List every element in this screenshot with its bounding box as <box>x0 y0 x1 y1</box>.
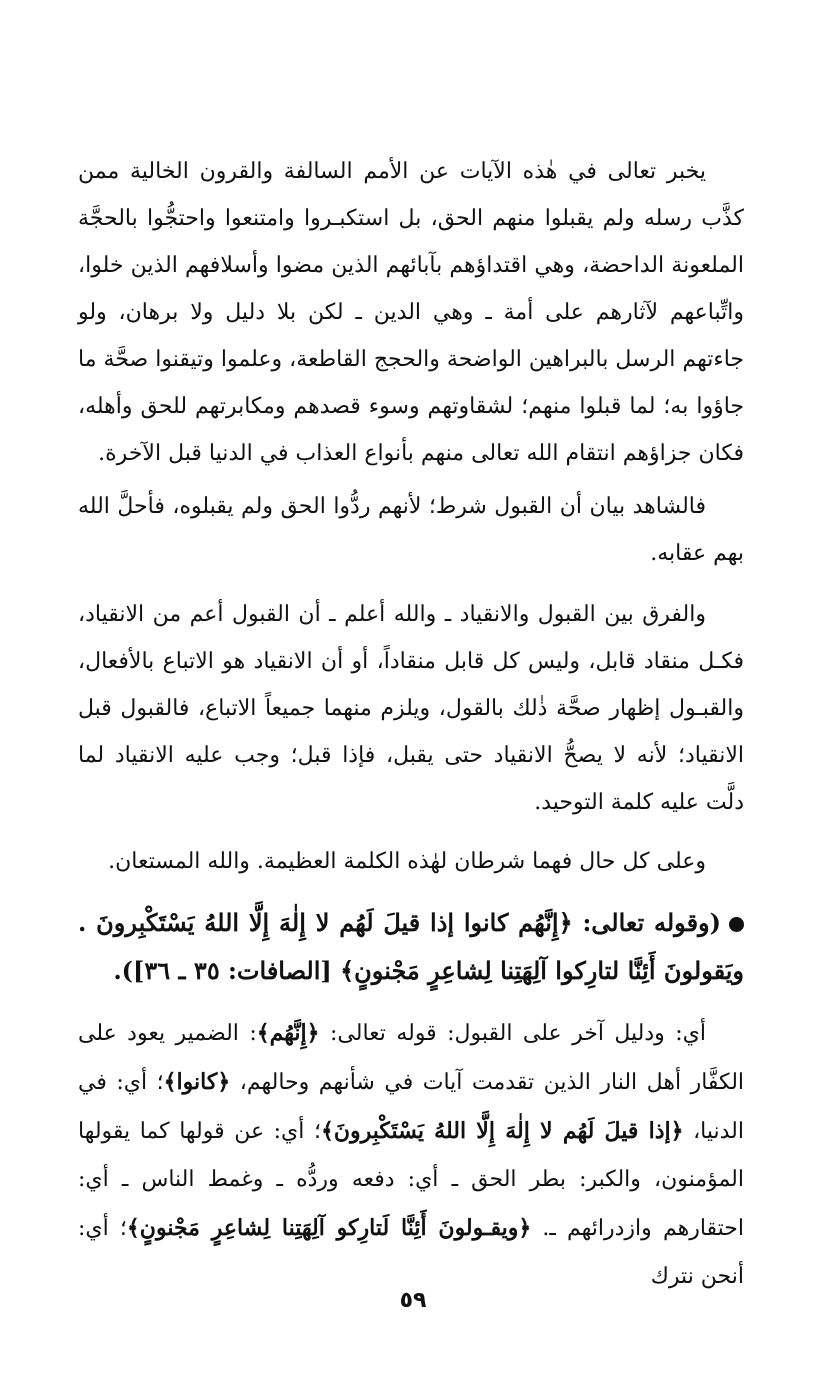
commentary-verse-quote: ﴿إِنَّهُم﴾ <box>256 1020 320 1046</box>
commentary-text: ؛ أي: في الدنيا، <box>78 1070 744 1144</box>
paragraph-commentary <box>78 1009 744 1301</box>
verse-text: (وقوله تعالى: ﴿إِنَّهُم كانوا إذا قيلَ لَهُم لا إِلٰهَ إِلَّا اللهُ يَسْتَكْبِرونَ . ويَقولونَ أَئِنَّا لتارِكوا آلِهَتِنا لِشاعِرٍ مَجْنونٍ﴾ [الصافات: ٣٥ ـ ٣٦]). <box>78 908 744 985</box>
commentary-text: : الضمير يعود على الكفَّار أهل النار الذين تقدمت آيات في شأنهم وحالهم، <box>78 1021 745 1095</box>
commentary-text: أي: ودليل آخر على القبول: قوله تعالى: <box>319 1021 706 1046</box>
commentary-verse-quote: ﴿إذا قيلَ لَهُم لا إِلٰهَ إِلَّا اللهُ يَسْتَكْبِرونَ﴾ <box>320 1118 684 1144</box>
commentary-verse-quote: ﴿كانوا﴾ <box>163 1069 231 1095</box>
paragraph-difference: والفرق بين القبول والانقياد ـ والله أعلم ـ أن القبول أعم من الانقياد، فكـل منقاد قابل، وليس كل قابل منقاداً، أو أن الانقياد هو الاتباع بالأفعال، والقبـول إظهار صحَّة ذٰلك بالقول، ويلزم منهما جميعاً الاتباع، فالقبول قبل الانقياد؛ لأنه لا يصحُّ الانقياد حتى يقبل، فإذا قبل؛ وجب عليه الانقياد لما دلَّت عليه كلمة التوحيد. <box>78 602 744 815</box>
commentary-verse-quote: ﴿ويقـولونَ أَئِنَّا لَتارِكو آلِهَتِنا لِشاعِرٍ مَجْنونٍ﴾ <box>126 1215 532 1241</box>
commentary-text: ؛ أي: أنحن نترك <box>78 1216 744 1289</box>
page-number: ٥٩ <box>399 1288 427 1313</box>
book-page <box>78 148 744 1324</box>
bullet-icon <box>729 917 744 932</box>
commentary-text: ؛ أي: عن قولها كما يقولها المؤمنون، والكبر: بطر الحق ـ أي: دفعه وردُّه ـ وغمط الناس ـ أي: احتقارهم وازدرائهم ـ. <box>78 1119 744 1241</box>
paragraph-conclusion: وعلى كل حال فهما شرطان لهٰذه الكلمة العظيمة. والله المستعان. <box>108 849 706 874</box>
quran-verse-heading <box>78 899 744 995</box>
paragraph-intro: يخبر تعالى في هٰذه الآيات عن الأمم السالفة والقرون الخالية ممن كذَّب رسله ولم يقبلوا منهم الحق، بل استكبـروا وامتنعوا واحتجُّوا بالحجَّة الملعونة الداحضة، وهي اقتداؤهم بآبائهم الذين مضوا وأسلافهم الذين خلوا، واتِّباعهم لآثارهم على أمة ـ وهي الدين ـ لكن بلا دليل ولا برهان، ولو جاءتهم الرسل بالبراهين الواضحة والحجج القاطعة، وعلموا وتيقنوا صحَّة ما جاؤوا به؛ لما قبلوا منهم؛ لشقاوتهم وسوء قصدهم ومكابرتهم للحق وأهله، فكان جزاؤهم انتقام الله تعالى منهم بأنواع العذاب في الدنيا قبل الآخرة. <box>78 159 744 466</box>
paragraph-witness: فالشاهد بيان أن القبول شرط؛ لأنهم ردُّوا الحق ولم يقبلوه، فأحلَّ الله بهم عقابه. <box>78 494 744 566</box>
